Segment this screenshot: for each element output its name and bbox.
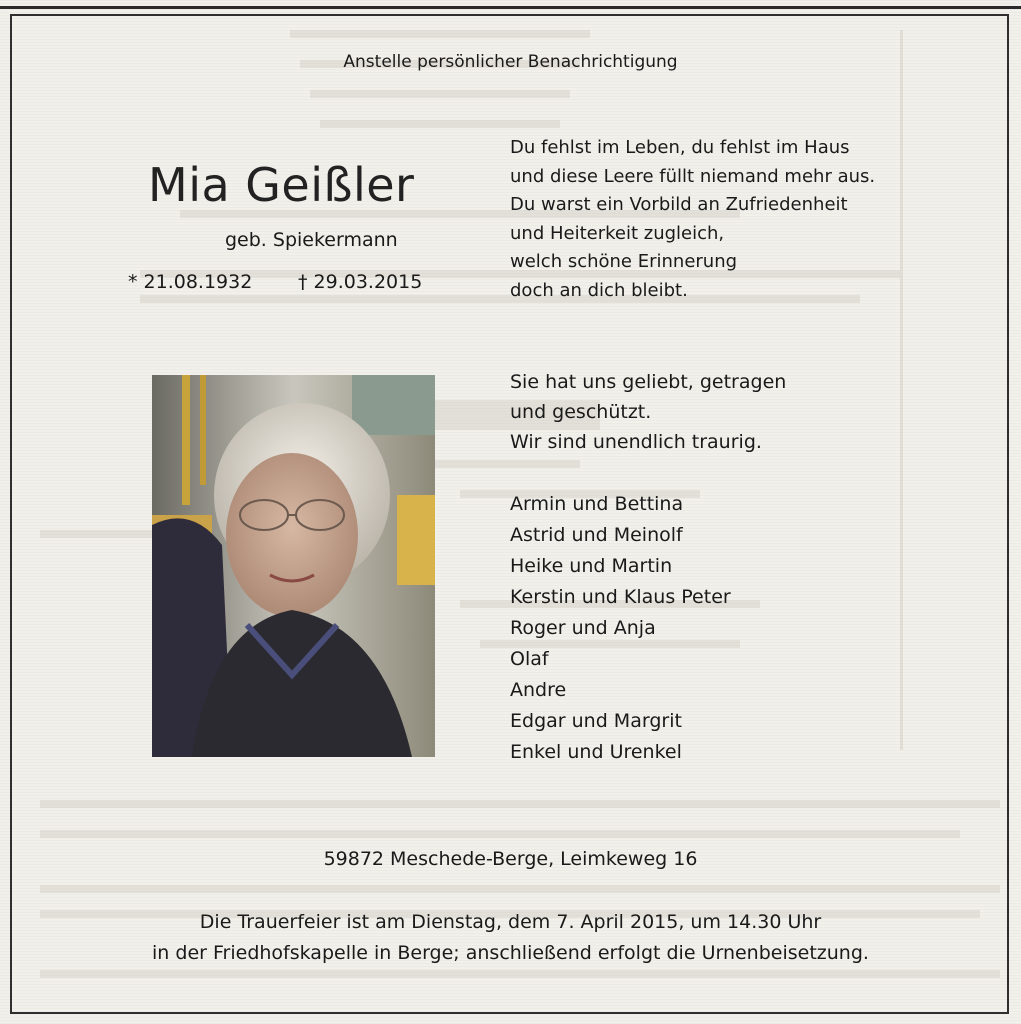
tribute-line: und geschützt. <box>510 401 652 423</box>
deceased-name: Mia Geißler <box>148 158 415 212</box>
mourner: Enkel und Urenkel <box>510 741 682 763</box>
ceremony-line: Die Trauerfeier ist am Dienstag, dem 7. April 2015, um 14.30 Uhr <box>199 911 822 933</box>
tribute-line: Sie hat uns geliebt, getragen <box>510 371 787 393</box>
mourners-list <box>510 489 731 768</box>
notice-heading: Anstelle persönlicher Benachrichtigung <box>343 52 678 72</box>
poem-line: doch an dich bleibt. <box>510 279 688 301</box>
birth-date: * 21.08.1932 <box>128 271 253 293</box>
mourner: Edgar und Margrit <box>510 710 682 732</box>
mourner: Kerstin und Klaus Peter <box>510 586 731 608</box>
family-address: 59872 Meschede-Berge, Leimkeweg 16 <box>323 848 698 870</box>
mourner: Heike und Martin <box>510 555 673 577</box>
poem-line: Du fehlst im Leben, du fehlst im Haus <box>510 137 850 158</box>
maiden-name: geb. Spiekermann <box>225 229 398 251</box>
ceremony-details <box>0 907 1021 969</box>
tribute <box>510 367 786 457</box>
mourner: Roger und Anja <box>510 617 656 639</box>
mourner: Andre <box>510 679 567 701</box>
ceremony-line: in der Friedhofskapelle in Berge; anschließend erfolgt die Urnenbeisetzung. <box>152 942 869 964</box>
poem-line: und diese Leere füllt niemand mehr aus. <box>510 165 876 187</box>
portrait-photo <box>152 375 435 757</box>
death-date: † 29.03.2015 <box>298 271 423 293</box>
portrait-illustration <box>152 375 435 757</box>
top-rule <box>0 6 1021 9</box>
poem-line: Du warst ein Vorbild an Zufriedenheit <box>510 194 848 215</box>
tribute-line: Wir sind unendlich traurig. <box>510 431 762 453</box>
poem-line: welch schöne Erinnerung <box>510 251 738 272</box>
mourner: Olaf <box>510 648 549 670</box>
mourner: Astrid und Meinolf <box>510 524 683 546</box>
poem-line: und Heiterkeit zugleich, <box>510 222 725 244</box>
mourner: Armin und Bettina <box>510 493 684 515</box>
poem <box>510 134 875 305</box>
